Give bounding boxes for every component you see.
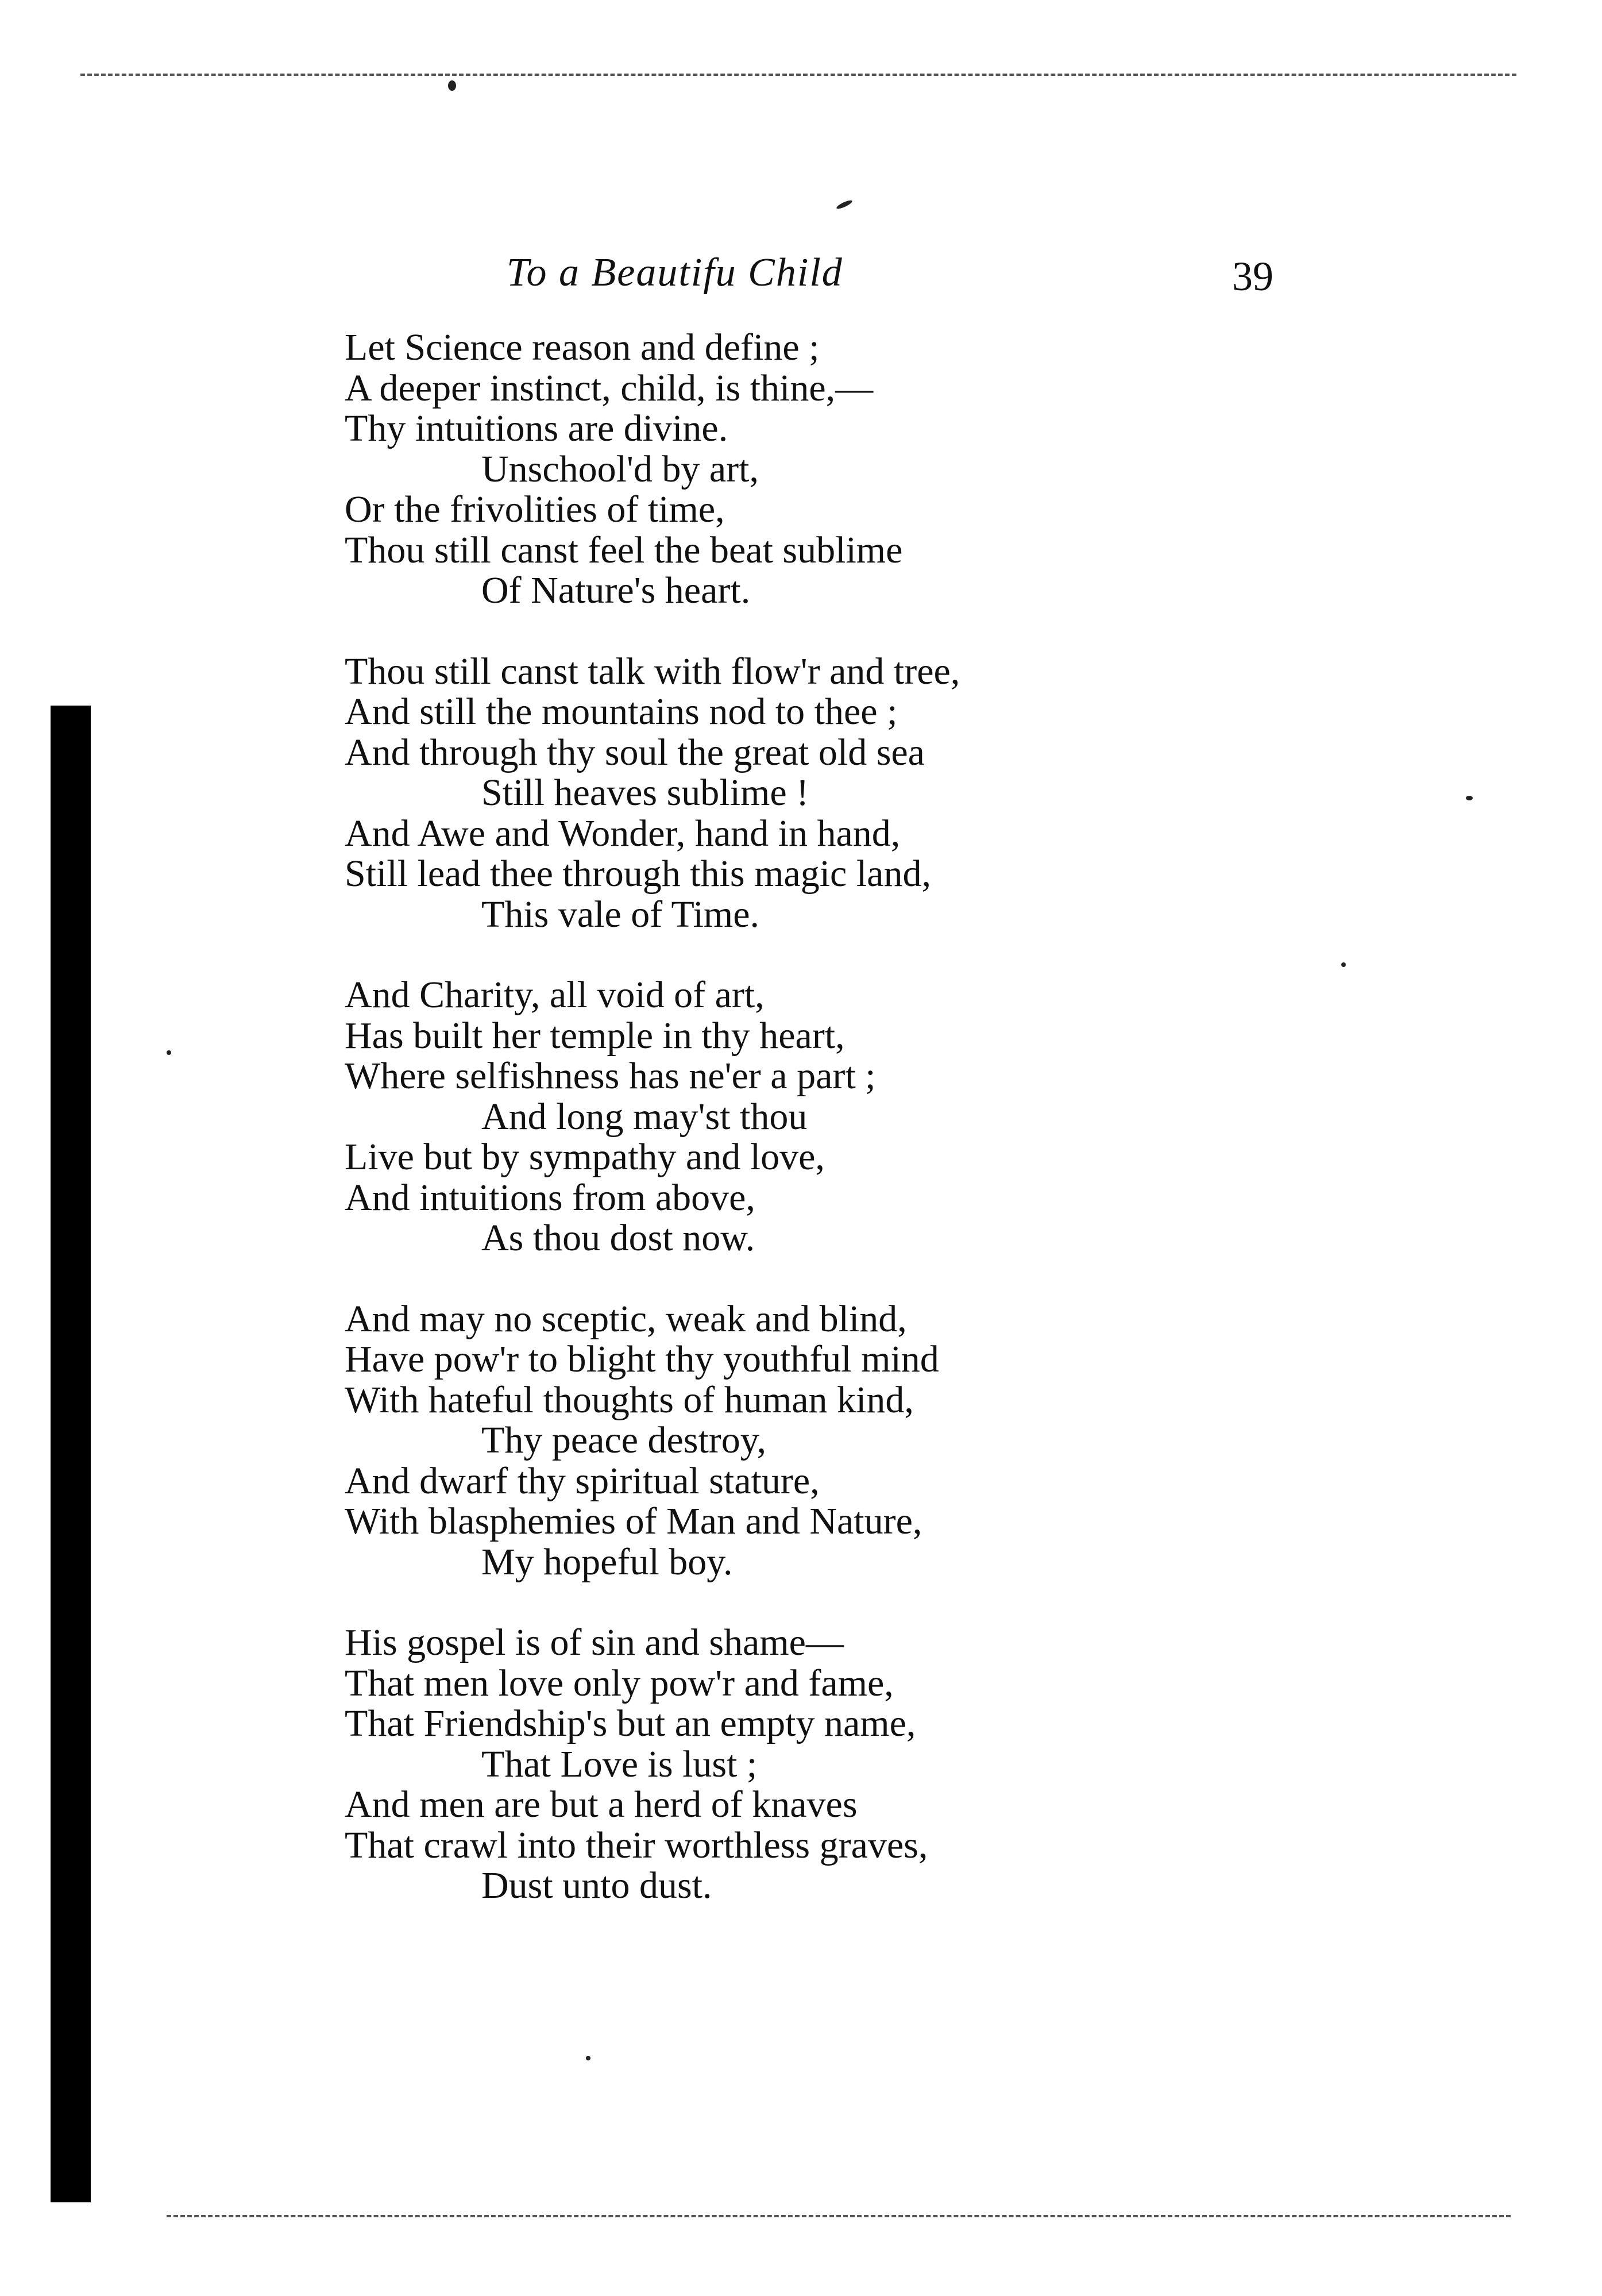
poem-line: His gospel is of sin and shame— [345,1621,844,1663]
poem-line: Live but by sympathy and love, [345,1136,825,1178]
poem-line: With blasphemies of Man and Nature, [345,1500,922,1542]
poem-line: Thou still canst feel the beat sublime [345,529,903,571]
poem-line: That Love is lust ; [481,1743,758,1785]
poem-line: And through thy soul the great old sea [345,731,925,773]
stanza [345,652,1206,935]
poem-line: Let Science reason and define ; [345,326,820,368]
poem-line: Have pow'r to blight thy youthful mind [345,1338,939,1380]
poem-line: With hateful thoughts of human kind, [345,1378,914,1421]
page-number: 39 [1232,253,1273,299]
poem-line: And Awe and Wonder, hand in hand, [345,812,901,854]
poem-line: As thou dost now. [481,1217,755,1259]
scan-edge-bar [51,706,91,2202]
poem-body [345,328,1206,1947]
poem-line: That crawl into their worthless graves, [345,1824,928,1866]
poem-line: And dwarf thy spiritual stature, [345,1459,820,1502]
poem-line: Still lead thee through this magic land, [345,853,931,895]
poem-line: A deeper instinct, child, is thine,— [345,367,874,409]
poem-line: Of Nature's heart. [481,569,751,611]
scan-speck [1341,962,1346,967]
scan-speck [836,199,854,210]
stanza [345,1299,1206,1583]
running-head: To a Beautifu Child [507,251,843,295]
page-header [0,244,1602,313]
poem-line: Where selfishness has ne'er a part ; [345,1055,876,1097]
scan-speck [586,2056,590,2060]
poem-line: And may no sceptic, weak and blind, [345,1297,907,1340]
scan-noise-top [80,74,1516,76]
stanza [345,975,1206,1259]
poem-line: Has built her temple in thy heart, [345,1014,845,1057]
poem-line: Still heaves sublime ! [481,772,809,814]
stanza [345,1623,1206,1906]
poem-line: And still the mountains nod to thee ; [345,691,898,733]
poem-line: This vale of Time. [481,893,760,935]
poem-line: Dust unto dust. [481,1864,712,1906]
poem-line: Thy intuitions are divine. [345,407,728,449]
scan-speck [448,80,456,91]
scan-speck [1466,796,1473,800]
poem-line: And long may'st thou [481,1095,808,1138]
scan-speck [167,1050,171,1055]
poem-line: That men love only pow'r and fame, [345,1662,894,1704]
poem-line: Thy peace destroy, [481,1419,766,1461]
poem-line: Thou still canst talk with flow'r and tree, [345,650,960,692]
poem-line: And Charity, all void of art, [345,974,765,1016]
poem-line: My hopeful boy. [481,1540,733,1583]
poem-line: And men are but a herd of knaves [345,1783,858,1825]
poem-line: And intuitions from above, [345,1176,755,1219]
scan-noise-bottom [167,2215,1511,2217]
poem-line: Unschool'd by art, [481,448,759,490]
poem-line: Or the frivolities of time, [345,488,725,530]
poem-line: That Friendship's but an empty name, [345,1702,916,1744]
stanza [345,328,1206,611]
